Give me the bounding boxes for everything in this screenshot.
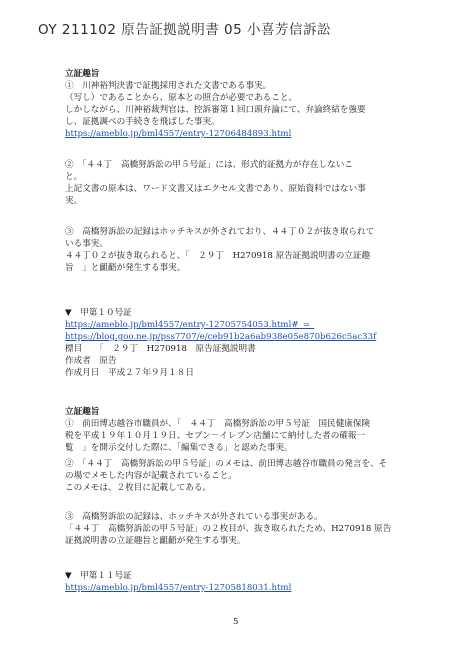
- text-line: の場でメモした内容が記載されていること。: [65, 471, 237, 481]
- handwritten-title: OY 211102 原告証拠説明書 05 小喜芳信訴訟: [38, 22, 332, 38]
- exhibit-row: 作成者 原告: [65, 356, 117, 366]
- text-line: ４４丁０２が抜き取られると、「 ２９丁 H270918 原告証拠説明書の立証趣: [65, 251, 371, 261]
- text-line: 「４４丁 高橋努訴訟の甲５号証」の２枚目が、抜き取られたため、H270918 原告: [65, 524, 392, 534]
- text-line: 実。: [65, 196, 83, 206]
- exhibit-11-title: ▼ 甲第１１号証: [65, 571, 132, 581]
- text-line: 旨 」と齟齬が発生する事実。: [65, 263, 186, 273]
- text-line: ③ 高橋努訴訟の記録はホッチキスが外されており、４４丁０２が抜き取られて: [65, 227, 375, 237]
- text-line: と。: [65, 172, 83, 182]
- page-number: 5: [233, 617, 239, 627]
- text-line: しかしながら、川神裕裁判官は、控訴審第１回口頭弁論にて、弁論終結を強要: [65, 105, 366, 115]
- text-line: （写し）であることから、原本との照合が必要であること。: [65, 93, 298, 103]
- ameblo-link[interactable]: https://ameblo.jp/bml4557/entry-12706484893.html: [65, 129, 292, 139]
- goo-blog-link[interactable]: https://blog.goo.ne.jp/pss7707/e/ceb91b2a6ab938e05e870b626c5ac33f: [65, 332, 377, 342]
- text-line: いる事実。: [65, 239, 108, 249]
- text-line: ① 川神裕判決書で証拠採用された文書である事実。: [65, 81, 272, 91]
- text-line: 上記文書の原本は、ワード文書又はエクセル文書であり、原始資料ではない事: [65, 184, 366, 194]
- text-line: このメモは、２枚目に記載してある。: [65, 483, 212, 493]
- text-line: ③ 高橋努訴訟の記録は、ホッチキスが外されている事実がある。: [65, 512, 323, 522]
- exhibit-row: 標目 「 ２９丁 H270918 原告証拠説明書: [65, 344, 256, 354]
- ameblo-link[interactable]: https://ameblo.jp/bml4557/entry-12705818031.html: [65, 583, 292, 593]
- text-line: ① 前田博志越谷市職員が、「 ４４丁 高橋努訴訟の甲５号証 国民健康保険: [65, 419, 371, 429]
- text-line: 証拠説明書の立証趣旨と齟齬が発生する事実。: [65, 536, 246, 546]
- text-line: ② 「４４丁 高橋努訴訟の甲５号証」には、形式的証拠力が存在しないこ: [65, 160, 353, 170]
- exhibit-10-title: ▼ 甲第１０号証: [65, 308, 132, 318]
- text-line: ② 「４４丁 高橋努訴訟の甲５号証」のメモは、前田博志越谷市職員の発言を、そ: [65, 459, 388, 469]
- text-line: 覧 」を開示交付した際に、「編集できる」と認めた事実。: [65, 443, 293, 453]
- section-heading: 立証趣旨: [65, 407, 100, 417]
- exhibit-row: 作成月日 平成２７年９月１８日: [65, 368, 194, 378]
- text-line: 税を平成１９年１０月１９日、セブン－イレブン店舗にて納付した者の確報一: [65, 431, 366, 441]
- section-heading: 立証趣旨: [65, 69, 100, 79]
- text-line: し、証拠調べの手続きを飛ばした事実。: [65, 117, 220, 127]
- ameblo-link[interactable]: https://ameblo.jp/bml4557/entry-12705754053.html#_=_: [65, 320, 315, 330]
